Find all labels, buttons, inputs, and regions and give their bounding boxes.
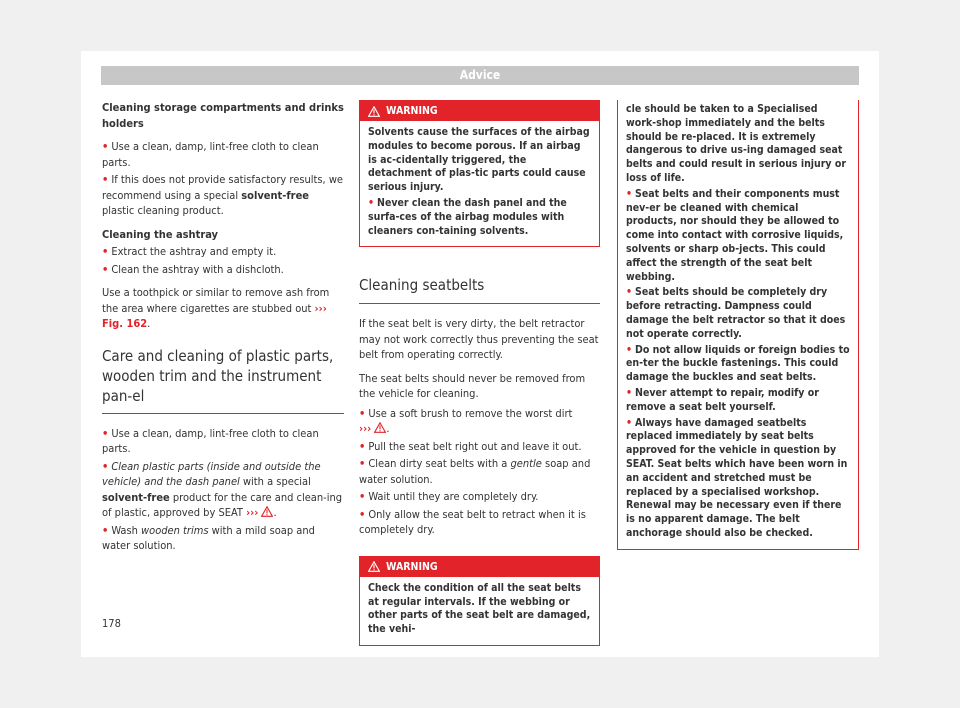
list-item: • Do not allow liquids or foreign bodies to en-ter the buckle fastenings. This could damage the buckles and seat belts. (626, 343, 850, 384)
bullet-icon: • (102, 140, 109, 153)
page-number: 178 (102, 617, 121, 630)
warning-ref-link[interactable]: ››› (359, 422, 372, 436)
bullet-icon: • (359, 507, 366, 521)
warning-triangle-icon (261, 506, 273, 517)
bullet-icon: • (368, 196, 375, 209)
bullet-icon: • (359, 490, 366, 504)
list-item: • Clean the ashtray with a dishcloth. (102, 262, 284, 276)
list-item: • Pull the seat belt right out and leave it out. (359, 439, 582, 453)
warning-header (360, 557, 599, 577)
heading-ashtray: Cleaning the ashtray (102, 227, 219, 241)
list-item: • Wash wooden trims with a mild soap and water solution. (102, 523, 315, 552)
list-item: • Use a soft brush to remove the worst dirt ››› . (359, 406, 573, 436)
warning-triangle-icon (368, 561, 380, 572)
list-item: • Extract the ashtray and empty it. (102, 245, 277, 258)
list-item: • Always have damaged seatbelts replaced immediately by seat belts approved for the vehicle in question by SEAT. Seat belts which have been worn in an accident and stretched must be replaced by a specialised workshop. Renewal may be necessary even if there is no apparent damage. The belt anchorage should also be checked. (626, 416, 848, 539)
list-item: • Seat belts should be completely dry before retracting. Dampness could damage the belt retractor so that it does not operate correctly. (626, 286, 846, 340)
list-item: • Use a clean, damp, lint-free cloth to clean parts. (102, 140, 319, 169)
bullet-icon: • (359, 406, 366, 420)
warning-label: WARNING (386, 105, 438, 117)
column-middle (359, 100, 600, 656)
bullet-icon: • (626, 416, 633, 429)
warning-body: cle should be taken to a Specialised work-shop immediately and the belts should be re-placed. It is extremely dangerous to drive us-ing damaged seat belts and could result in serious injury or loss of life. • Seat belts and their components must nev-er be cleaned with chemical products, nor should they be allowed to come into contact with corrosive liquids, solvents or sharp ob-jects. This could affect the strength of the seat belt webbing. • Seat belts should be completely dry before retracting. Dampness could damage the belt retractor so that it does not operate correctly. • Do not allow liquids or foreign bodies to en-ter the buckle fastenings. This could damage the buckles and seat belts. • Never attempt to repair, modify or remove a seat belt yourself. • Always have damaged seatbelts replaced immediately by seat belts approved for the vehicle in question by SEAT. Seat belts which have been worn in an accident and stretched must be replaced by a specialised workshop. Renewal may be necessary even if there is no apparent damage. The belt anchorage should also be checked. (626, 103, 850, 539)
section-title-seatbelts: Cleaning seatbelts (359, 275, 600, 304)
list-item: • Never clean the dash panel and the surfa-ces of the airbag modules with cleaners con-taining solvents. (368, 196, 567, 237)
warning-box (359, 556, 600, 646)
list-item: • If this does not provide satisfactory results, we recommend using a special solvent-free plastic cleaning product. (102, 173, 344, 217)
bullet-icon: • (102, 173, 109, 186)
paragraph: If the seat belt is very dirty, the belt retractor may not work correctly thus preventing the seat belt from operating correctly. (359, 317, 599, 362)
warning-header (360, 101, 599, 121)
warning-triangle-icon (374, 422, 386, 433)
bullet-icon: • (102, 262, 109, 276)
section-title-plastic: Care and cleaning of plastic parts, wooden trim and the instrument pan-el (102, 346, 344, 414)
list-item: • Clean plastic parts (inside and outside the vehicle) and the dash panel with a special solvent-free product for the care and clean-ing of plastic, approved by SEAT ››› . (102, 459, 343, 519)
list-item: • Use a clean, damp, lint-free cloth to clean parts. (102, 426, 319, 455)
bullet-icon: • (626, 286, 633, 299)
bullet-icon: • (102, 426, 109, 440)
bullet-icon: • (102, 523, 109, 537)
warning-body: Check the condition of all the seat belts at regular intervals. If the webbing or other parts of the seat belt are damaged, the vehi- (368, 581, 591, 636)
bullet-icon: • (626, 187, 633, 200)
list-item: • Clean dirty seat belts with a gentle soap and water solution. (359, 457, 591, 486)
section-header: Advice (101, 66, 859, 85)
warning-box-continued (617, 100, 859, 550)
list-item: • Never attempt to repair, modify or remove a seat belt yourself. (626, 386, 819, 413)
bullet-icon: • (626, 386, 633, 399)
paragraph: Use a toothpick or similar to remove ash from the area where cigarettes are stubbed out ››› Fig. 162. (102, 286, 330, 330)
bullet-icon: • (102, 245, 109, 258)
warning-label: WARNING (386, 560, 438, 573)
column-left (102, 100, 344, 562)
list-item: • Only allow the seat belt to retract when it is completely dry. (359, 507, 586, 537)
warning-body: Solvents cause the surfaces of the airbag modules to become porous. If an airbag is ac-cidentally triggered, the detachment of plas-tic parts could cause serious injury. • Never clean the dash panel and the surfa-ces of the airbag modules with cleaners con-taining solvents. (368, 126, 590, 237)
heading-storage: Cleaning storage compartments and drinks holders (102, 101, 344, 130)
warning-ref-link[interactable]: ››› (246, 506, 259, 519)
bullet-icon: • (626, 343, 633, 356)
warning-box (359, 100, 600, 247)
bullet-icon: • (102, 459, 109, 473)
list-item: • Seat belts and their components must nev-er be cleaned with chemical products, nor should they be allowed to come into contact with corrosive liquids, solvents or sharp ob-jects. This could affect the strength of the seat belt webbing. (626, 187, 844, 283)
list-item: • Wait until they are completely dry. (359, 490, 539, 504)
bullet-icon: • (359, 457, 366, 471)
column-right (617, 100, 859, 560)
warning-triangle-icon (368, 106, 380, 117)
paragraph: The seat belts should never be removed from the vehicle for cleaning. (359, 371, 586, 401)
bullet-icon: • (359, 439, 366, 453)
figure-link[interactable]: ››› Fig. 162 (102, 301, 327, 330)
